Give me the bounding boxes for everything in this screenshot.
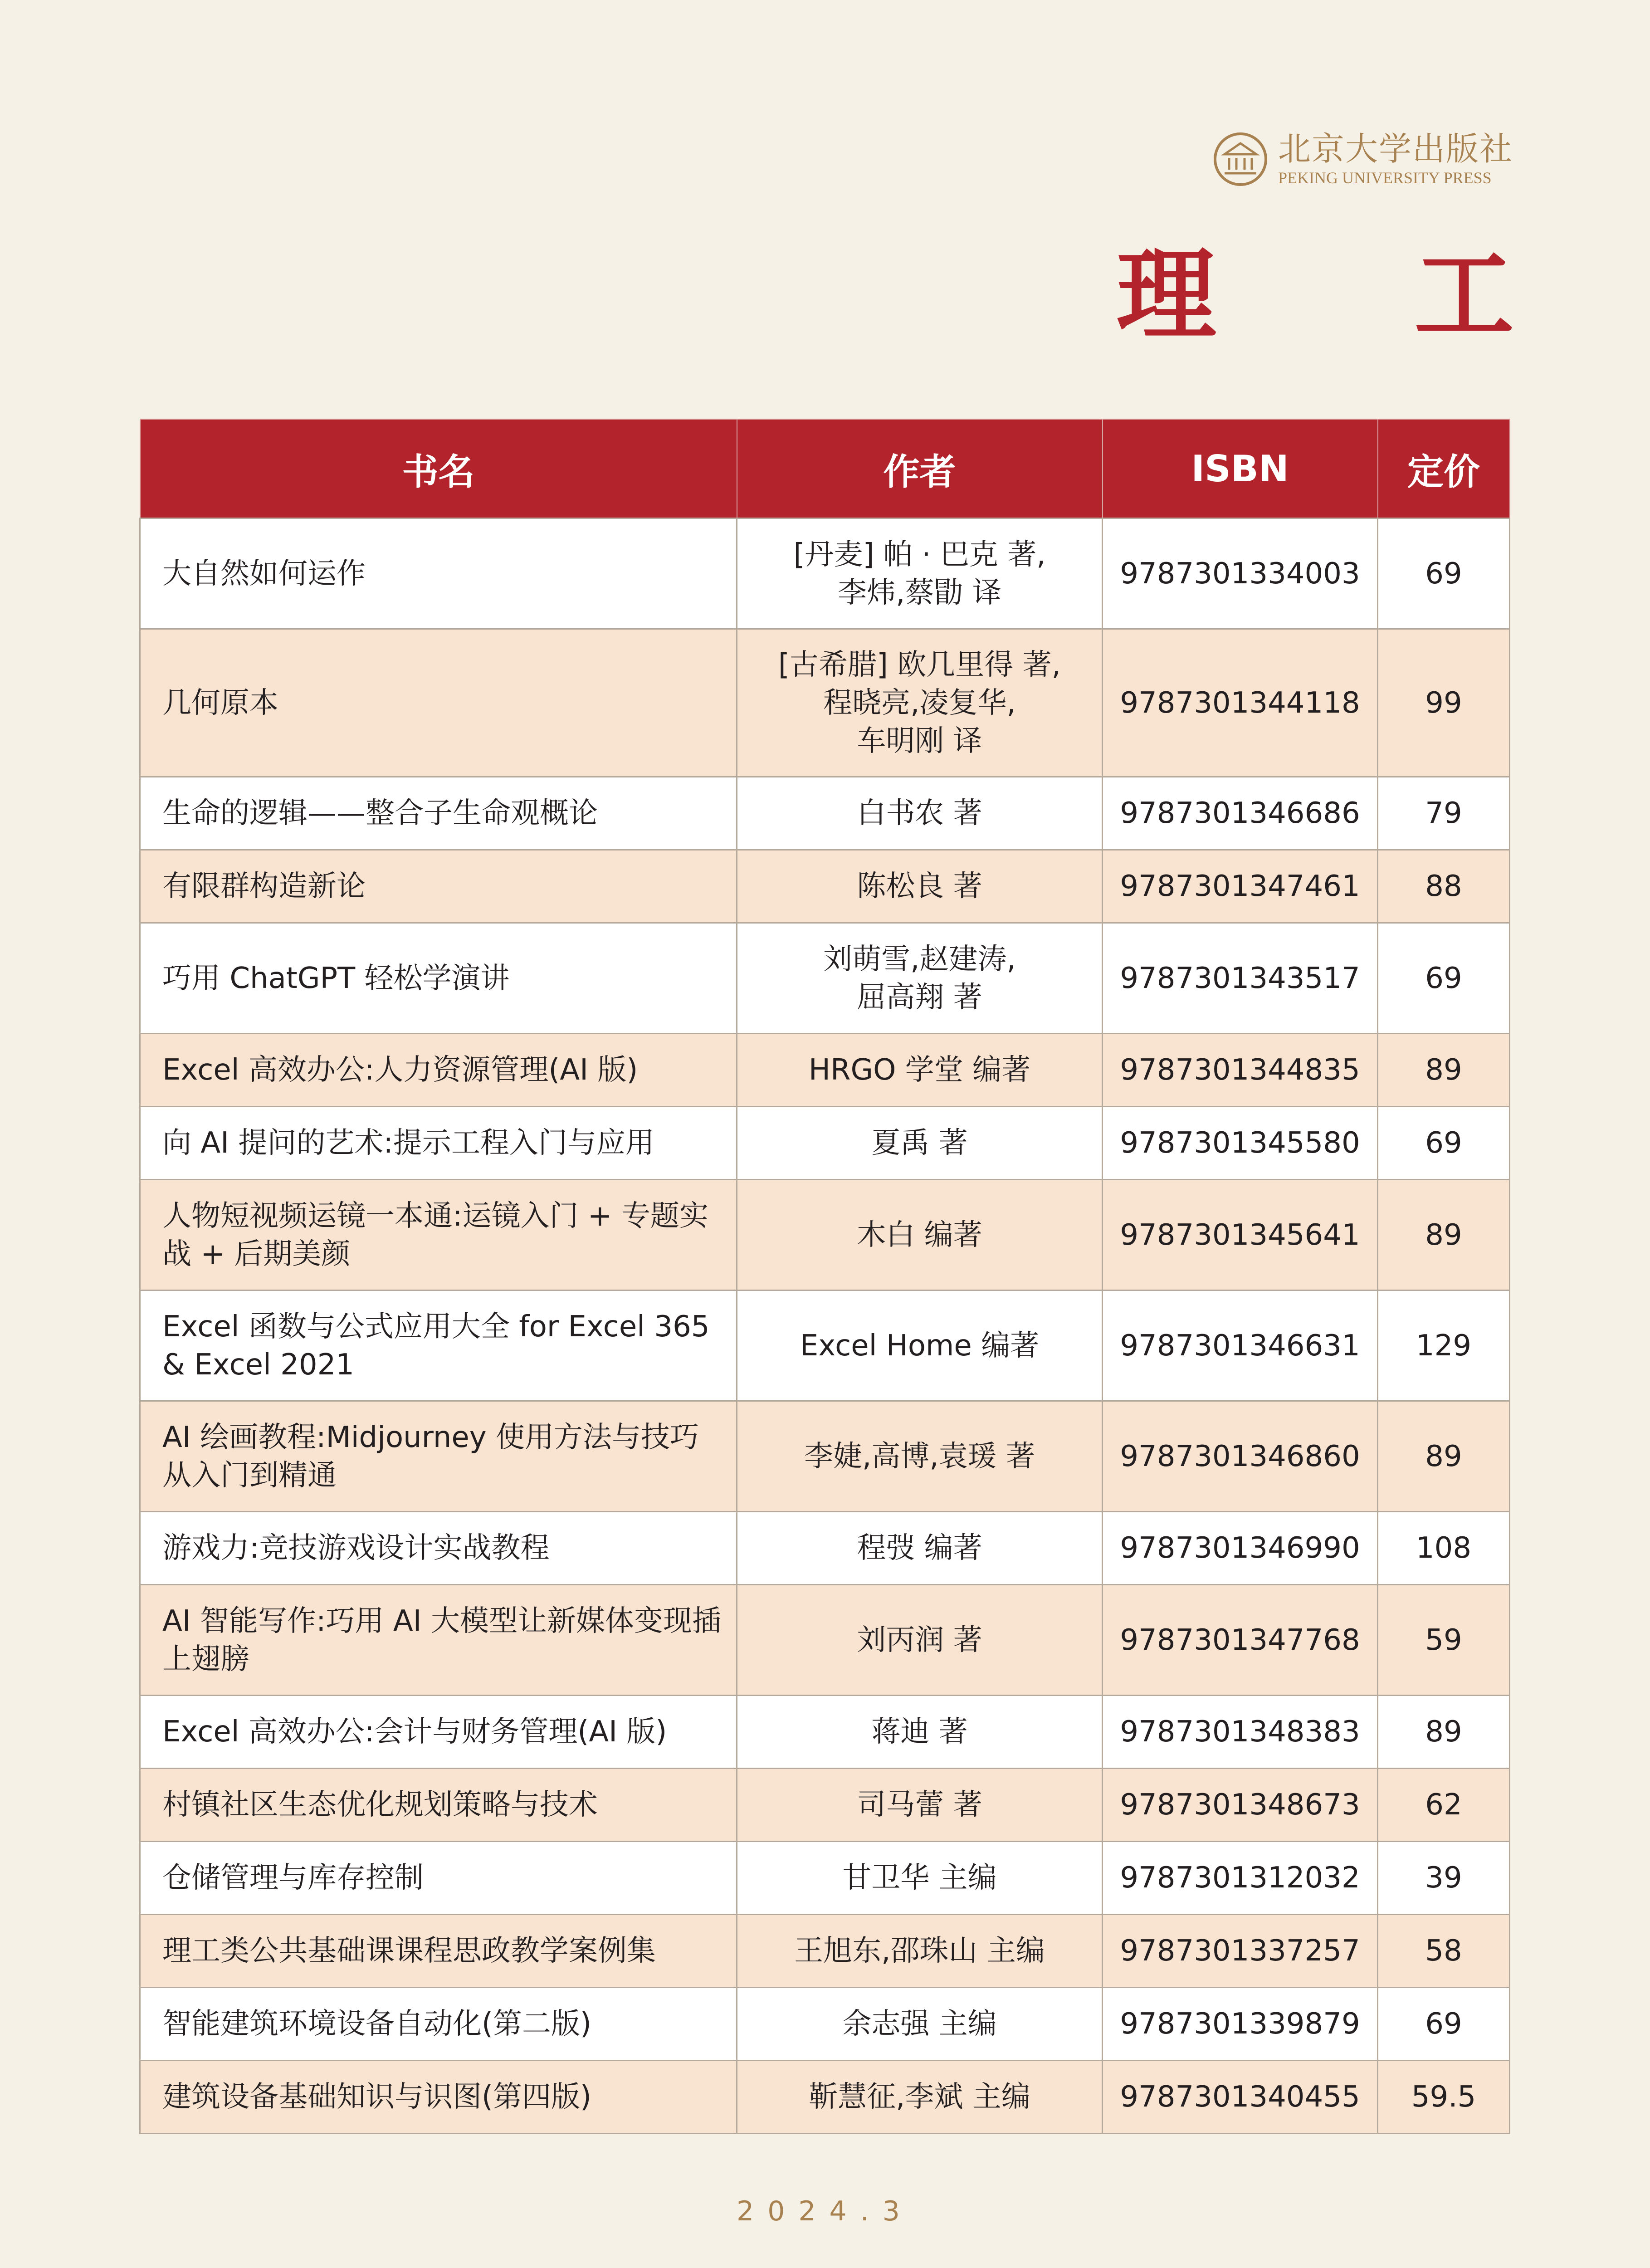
book-author: 刘萌雪,赵建涛, 屈高翔 著 (737, 923, 1103, 1034)
book-title: AI 绘画教程:Midjourney 使用方法与技巧从入门到精通 (140, 1401, 737, 1512)
column-header-price: 定价 (1378, 419, 1510, 518)
book-author: [古希腊] 欧几里得 著, 程晓亮,凌复华, 车明刚 译 (737, 629, 1103, 777)
book-title: Excel 函数与公式应用大全 for Excel 365 & Excel 2021 (140, 1290, 737, 1401)
book-price: 88 (1378, 850, 1510, 923)
table-row (140, 1915, 1510, 1988)
table-row (140, 1585, 1510, 1696)
book-isbn: 9787301340455 (1103, 2061, 1378, 2134)
book-author: 蒋迪 著 (737, 1696, 1103, 1769)
university-seal-icon (1214, 132, 1267, 186)
book-price: 62 (1378, 1769, 1510, 1842)
book-isbn: 9787301346860 (1103, 1401, 1378, 1512)
book-author: 靳慧征,李斌 主编 (737, 2061, 1103, 2134)
book-price: 89 (1378, 1696, 1510, 1769)
book-isbn: 9787301346631 (1103, 1290, 1378, 1401)
book-isbn: 9787301334003 (1103, 518, 1378, 629)
book-author: 陈松良 著 (737, 850, 1103, 923)
book-title: 大自然如何运作 (140, 518, 737, 629)
book-price: 69 (1378, 1988, 1510, 2061)
table-row (140, 1512, 1510, 1585)
book-price: 69 (1378, 923, 1510, 1034)
table-row (140, 850, 1510, 923)
book-title: 人物短视频运镜一本通:运镜入门 + 专题实战 + 后期美颜 (140, 1180, 737, 1290)
page-title: 理 工 (1116, 236, 1596, 353)
book-isbn: 9787301339879 (1103, 1988, 1378, 2061)
table-row (140, 777, 1510, 850)
book-price: 39 (1378, 1842, 1510, 1915)
book-price: 69 (1378, 518, 1510, 629)
table-row (140, 1988, 1510, 2061)
table-row (140, 1107, 1510, 1180)
table-row (140, 1401, 1510, 1512)
book-title: 仓储管理与库存控制 (140, 1842, 737, 1915)
book-price: 89 (1378, 1401, 1510, 1512)
book-author: 王旭东,邵珠山 主编 (737, 1915, 1103, 1988)
book-isbn: 9787301344835 (1103, 1034, 1378, 1107)
column-header-author: 作者 (737, 419, 1103, 518)
table-row (140, 1290, 1510, 1401)
book-author: [丹麦] 帕 · 巴克 著, 李炜,蔡勖 译 (737, 518, 1103, 629)
table-row (140, 1696, 1510, 1769)
book-isbn: 9787301347461 (1103, 850, 1378, 923)
book-author: 夏禹 著 (737, 1107, 1103, 1180)
publisher-name-cn: 北京大学出版社 (1278, 130, 1513, 168)
book-title: Excel 高效办公:会计与财务管理(AI 版) (140, 1696, 737, 1769)
table-header (140, 419, 1510, 518)
book-price: 108 (1378, 1512, 1510, 1585)
book-author: 甘卫华 主编 (737, 1842, 1103, 1915)
column-header-isbn: ISBN (1103, 419, 1378, 518)
book-title: 理工类公共基础课课程思政教学案例集 (140, 1915, 737, 1988)
table-row (140, 2061, 1510, 2134)
book-title: 村镇社区生态优化规划策略与技术 (140, 1769, 737, 1842)
book-title: Excel 高效办公:人力资源管理(AI 版) (140, 1034, 737, 1107)
book-title: 建筑设备基础知识与识图(第四版) (140, 2061, 737, 2134)
book-price: 99 (1378, 629, 1510, 777)
book-author: 白书农 著 (737, 777, 1103, 850)
table-row (140, 923, 1510, 1034)
book-title: AI 智能写作:巧用 AI 大模型让新媒体变现插上翅膀 (140, 1585, 737, 1696)
book-isbn: 9787301312032 (1103, 1842, 1378, 1915)
book-isbn: 9787301343517 (1103, 923, 1378, 1034)
book-title: 几何原本 (140, 629, 737, 777)
book-author: 木白 编著 (737, 1180, 1103, 1290)
book-title: 有限群构造新论 (140, 850, 737, 923)
book-title: 智能建筑环境设备自动化(第二版) (140, 1988, 737, 2061)
book-title: 生命的逻辑——整合子生命观概论 (140, 777, 737, 850)
book-isbn: 9787301345641 (1103, 1180, 1378, 1290)
column-header-title: 书名 (140, 419, 737, 518)
book-author: 刘丙润 著 (737, 1585, 1103, 1696)
book-author: 余志强 主编 (737, 1988, 1103, 2061)
book-price: 69 (1378, 1107, 1510, 1180)
book-title: 向 AI 提问的艺术:提示工程入门与应用 (140, 1107, 737, 1180)
book-isbn: 9787301346686 (1103, 777, 1378, 850)
book-price: 79 (1378, 777, 1510, 850)
book-isbn: 9787301344118 (1103, 629, 1378, 777)
book-price: 59.5 (1378, 2061, 1510, 2134)
publisher-name (1278, 132, 1513, 186)
book-price: 89 (1378, 1180, 1510, 1290)
book-author: 程弢 编著 (737, 1512, 1103, 1585)
book-price: 89 (1378, 1034, 1510, 1107)
table-row (140, 1842, 1510, 1915)
book-author: 司马蕾 著 (737, 1769, 1103, 1842)
book-isbn: 9787301347768 (1103, 1585, 1378, 1696)
table-row (140, 629, 1510, 777)
book-isbn: 9787301346990 (1103, 1512, 1378, 1585)
book-isbn: 9787301345580 (1103, 1107, 1378, 1180)
book-isbn: 9787301348383 (1103, 1696, 1378, 1769)
book-price: 59 (1378, 1585, 1510, 1696)
book-author: HRGO 学堂 编著 (737, 1034, 1103, 1107)
book-table (139, 419, 1510, 2134)
book-isbn: 9787301337257 (1103, 1915, 1378, 1988)
book-price: 129 (1378, 1290, 1510, 1401)
book-author: 李婕,高博,袁瑗 著 (737, 1401, 1103, 1512)
book-title: 巧用 ChatGPT 轻松学演讲 (140, 923, 737, 1034)
book-title: 游戏力:竞技游戏设计实战教程 (140, 1512, 737, 1585)
publisher-name-en: PEKING UNIVERSITY PRESS (1278, 169, 1492, 187)
book-price: 58 (1378, 1915, 1510, 1988)
publisher-logo (1214, 132, 1513, 186)
table-row (140, 1180, 1510, 1290)
issue-date: 2024.3 (737, 2195, 913, 2227)
table-row (140, 518, 1510, 629)
book-isbn: 9787301348673 (1103, 1769, 1378, 1842)
table-row (140, 1769, 1510, 1842)
book-author: Excel Home 编著 (737, 1290, 1103, 1401)
table-row (140, 1034, 1510, 1107)
